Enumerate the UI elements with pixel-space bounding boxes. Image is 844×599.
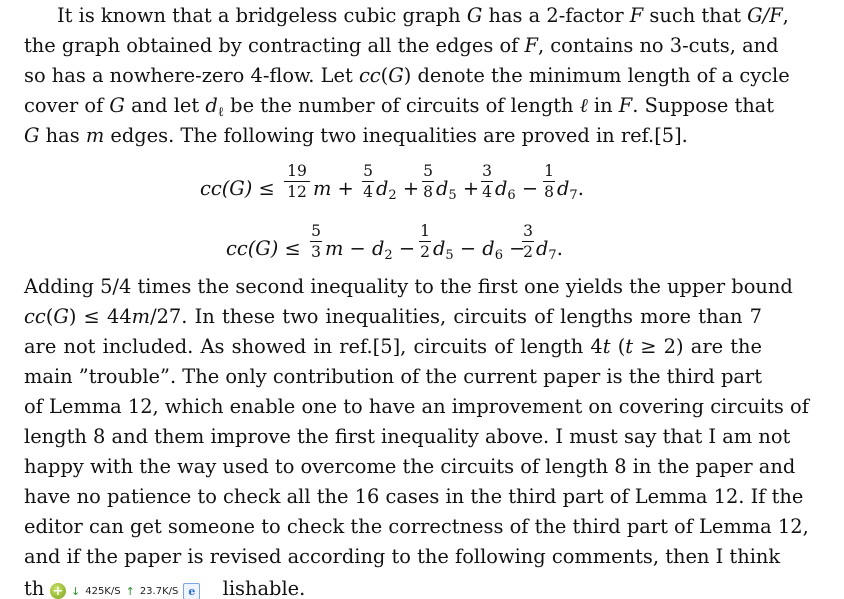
upload-speed: 23.7K/S (139, 585, 179, 597)
eq1-term-3: $d_5$ + (436, 177, 480, 203)
text-line-1: It is known that a bridgeless cubic graph G has a 2-factor F such that G/F, (57, 4, 789, 27)
eq1-frac-4: 3 4 (482, 162, 492, 201)
browser-icon[interactable]: e (183, 583, 200, 599)
text-line-14: editor can get someone to check the correctness of the third part of Lemma 12, (24, 515, 809, 538)
eq2-term-3: $d_7$. (536, 237, 563, 263)
text-line-5: G has m edges. The following two inequalities are proved in ref.[5]. (24, 124, 688, 147)
eq2-frac-1: 5 3 (311, 222, 321, 261)
text-line-2: the graph obtained by contracting all the edges of F, contains no 3-cuts, and (24, 34, 779, 57)
text-line-6: Adding 5/4 times the second inequality to the first one yields the upper bound (24, 275, 793, 298)
plus-circle-icon[interactable]: + (50, 583, 66, 599)
eq1-frac-5: 1 8 (544, 162, 554, 201)
text-line-8: are not included. As showed in ref.[5], circuits of length 4t (t ≥ 2) are the (24, 335, 762, 358)
eq1-term-4: $d_6$ − (495, 177, 539, 203)
text-line-7: cc(G) ≤ 44m/27. In these two inequalities, circuits of lengths more than 7 (24, 305, 762, 328)
eq1-term-2: $d_2$ + (376, 177, 420, 203)
eq2-lhs: cc(G) ≤ (226, 237, 301, 260)
text-line-3: so has a nowhere-zero 4-flow. Let cc(G) denote the minimum length of a cycle (24, 64, 790, 87)
eq1-frac-2: 5 4 (363, 162, 373, 201)
text-line-4: cover of G and let $d_\ell$ be the number of circuits of length ℓ in F. Suppose that (24, 94, 775, 120)
eq1-term-5: $d_7$. (557, 177, 584, 203)
download-speed: 425K/S (85, 585, 121, 597)
eq2-term-2: $d_5 - d_6$ − (433, 237, 526, 263)
eq2-frac-2: 1 2 (420, 222, 430, 261)
text-line-12: happy with the way used to overcome the circuits of length 8 in the paper and (24, 455, 796, 478)
eq1-term-1: m + (313, 177, 354, 200)
text-line-13: have no patience to check all the 16 cases in the third part of Lemma 12. If the (24, 485, 804, 508)
upload-arrow-icon: ↑ (125, 584, 135, 598)
text-line-10: of Lemma 12, which enable one to have an improvement on covering circuits of (24, 395, 809, 418)
eq1-lhs: cc(G) ≤ (200, 177, 275, 200)
download-arrow-icon: ↓ (71, 584, 81, 598)
text-line-16-end: lishable. (222, 577, 306, 599)
text-line-16-start: th (24, 577, 45, 599)
inequality-1 (200, 162, 620, 212)
text-line-15: and if the paper is revised according to the following comments, then I think (24, 545, 781, 568)
eq1-frac-3: 5 8 (423, 162, 433, 201)
eq2-frac-3: 3 2 (523, 222, 533, 261)
eq2-term-1: $m - d_2$ − (325, 237, 416, 263)
network-speed-widget[interactable] (48, 580, 204, 599)
text-line-9: main ”trouble”. The only contribution of the current paper is the third part (24, 365, 762, 388)
eq1-frac-1: 19 12 (284, 162, 310, 201)
inequality-2 (226, 222, 606, 272)
text-line-11: length 8 and them improve the first inequality above. I must say that I am not (24, 425, 791, 448)
